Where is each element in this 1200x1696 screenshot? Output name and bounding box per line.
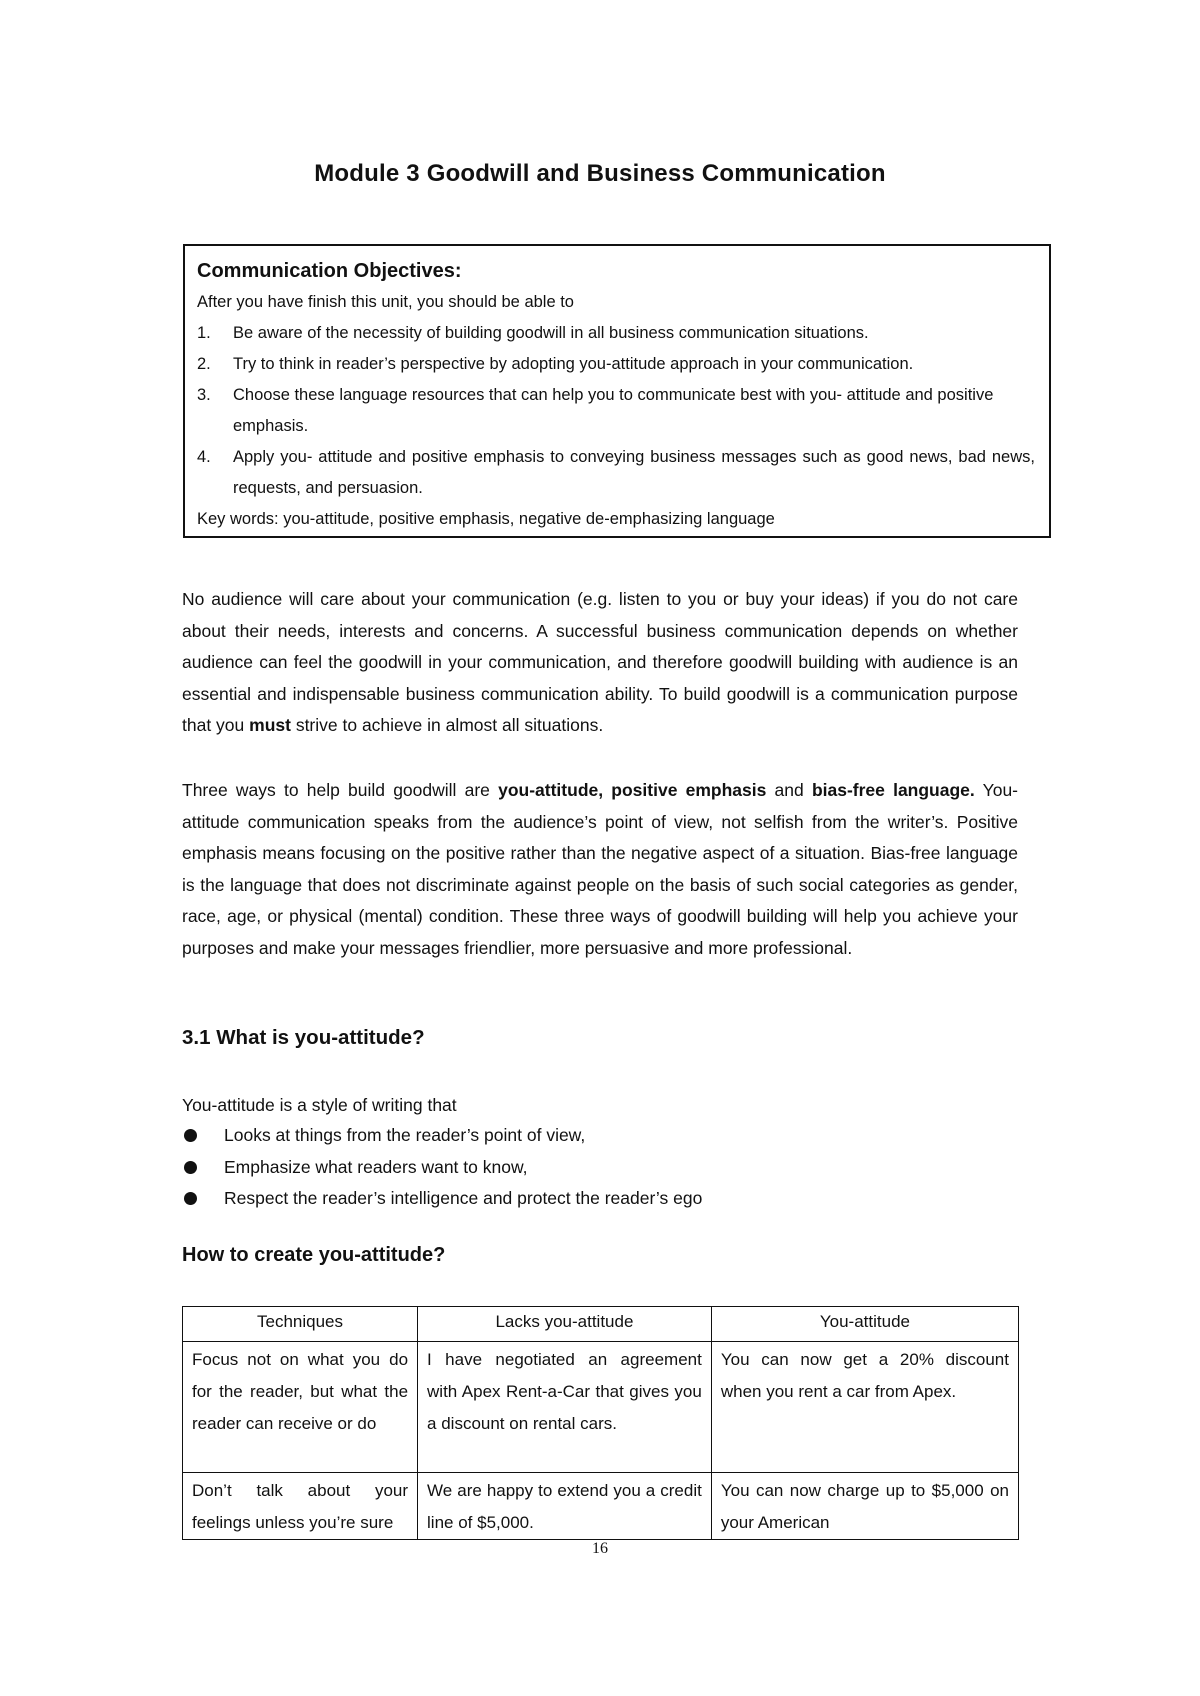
subsection-heading: How to create you-attitude? (182, 1244, 446, 1266)
objective-number: 3. (197, 386, 211, 404)
objective-number: 1. (197, 324, 211, 342)
bullet-item (182, 1183, 702, 1215)
bullet-text: Looks at things from the reader’s point of view, (224, 1125, 586, 1145)
objective-number: 2. (197, 355, 211, 373)
objective-item (197, 349, 1035, 380)
table-row (183, 1342, 1019, 1473)
table-cell: You can now charge up to $5,000 on your American (711, 1473, 1018, 1540)
column-header: You-attitude (711, 1307, 1018, 1342)
bullet-item (182, 1152, 702, 1184)
para2-mid: and (766, 780, 812, 800)
bullet-text: Respect the reader’s intelligence and protect the reader’s ego (224, 1188, 703, 1208)
bullet-item (182, 1120, 702, 1152)
para2-bold-1: you-attitude, positive emphasis (498, 780, 767, 800)
bullet-icon (184, 1192, 197, 1205)
bullet-text: Emphasize what readers want to know, (224, 1156, 528, 1177)
table-row (183, 1473, 1019, 1540)
para1-emphasis: must (249, 715, 291, 735)
goodwill-intro-paragraph (182, 584, 1018, 742)
objective-text: Choose these language resources that can help you to communicate best with you- attitude and positive emphasis. (233, 386, 994, 435)
objective-item (197, 318, 1035, 349)
objectives-box (183, 244, 1051, 538)
bullet-icon (184, 1129, 197, 1142)
objectives-intro: After you have finish this unit, you should be able to (197, 293, 574, 311)
table-cell: Don’t talk about your feelings unless you’re sure (183, 1473, 418, 1540)
page-number: 16 (592, 1540, 608, 1557)
objective-item (197, 380, 1035, 442)
section-intro: You-attitude is a style of writing that (182, 1095, 457, 1115)
objective-text: Apply you- attitude and positive emphasis to conveying business messages such as good news, bad news, requests, and persuasion. (233, 448, 1035, 497)
objectives-heading: Communication Objectives: (197, 260, 462, 282)
section-heading: 3.1 What is you-attitude? (182, 1026, 425, 1049)
table-header-row (183, 1307, 1019, 1342)
para2-lead: Three ways to help build goodwill are (182, 780, 499, 800)
objective-number: 4. (197, 448, 211, 466)
para2-rest: You-attitude communication speaks from the audience’s point of view, not selfish from the writer’s. Positive emphasis means focusing on the positive rather than the negative aspect of a situation. Bias-free language is the language that does not discriminate against people on the basis of such social categories as gender, race, age, or physical (mental) condition. These three ways of goodwill building will help you achieve your purposes and make your messages friendlier, more persuasive and more professional. (182, 780, 1018, 958)
objectives-list (197, 318, 1035, 504)
column-header: Techniques (183, 1307, 418, 1342)
table-cell: We are happy to extend you a credit line of $5,000. (418, 1473, 712, 1540)
three-ways-paragraph (182, 775, 1018, 964)
objective-item (197, 442, 1035, 504)
objectives-keywords: Key words: you-attitude, positive emphasis, negative de-emphasizing language (197, 510, 775, 528)
objective-text: Try to think in reader’s perspective by adopting you-attitude approach in your communication. (233, 355, 914, 373)
bullet-icon (184, 1161, 197, 1174)
table-cell: Focus not on what you do for the reader, but what the reader can receive or do (183, 1342, 418, 1473)
objective-text: Be aware of the necessity of building goodwill in all business communication situations. (233, 324, 869, 342)
para2-bold-2: bias-free language. (811, 780, 975, 800)
para1-text-end: strive to achieve in almost all situations. (290, 715, 604, 735)
bullet-list (182, 1120, 702, 1215)
table-cell: You can now get a 20% discount when you rent a car from Apex. (711, 1342, 1018, 1473)
table-cell: I have negotiated an agreement with Apex Rent-a-Car that gives you a discount on rental cars. (418, 1342, 712, 1473)
page-title: Module 3 Goodwill and Business Communication (314, 160, 886, 187)
para1-text: No audience will care about your communication (e.g. listen to you or buy your ideas) if you do not care about their needs, interests and concerns. A successful business communication depends on whether audience can feel the goodwill in your communication, and therefore goodwill building with audience is an essential and indispensable business communication ability. To build goodwill is a communication purpose that you (182, 589, 1018, 735)
techniques-table (182, 1306, 1019, 1540)
column-header: Lacks you-attitude (418, 1307, 712, 1342)
